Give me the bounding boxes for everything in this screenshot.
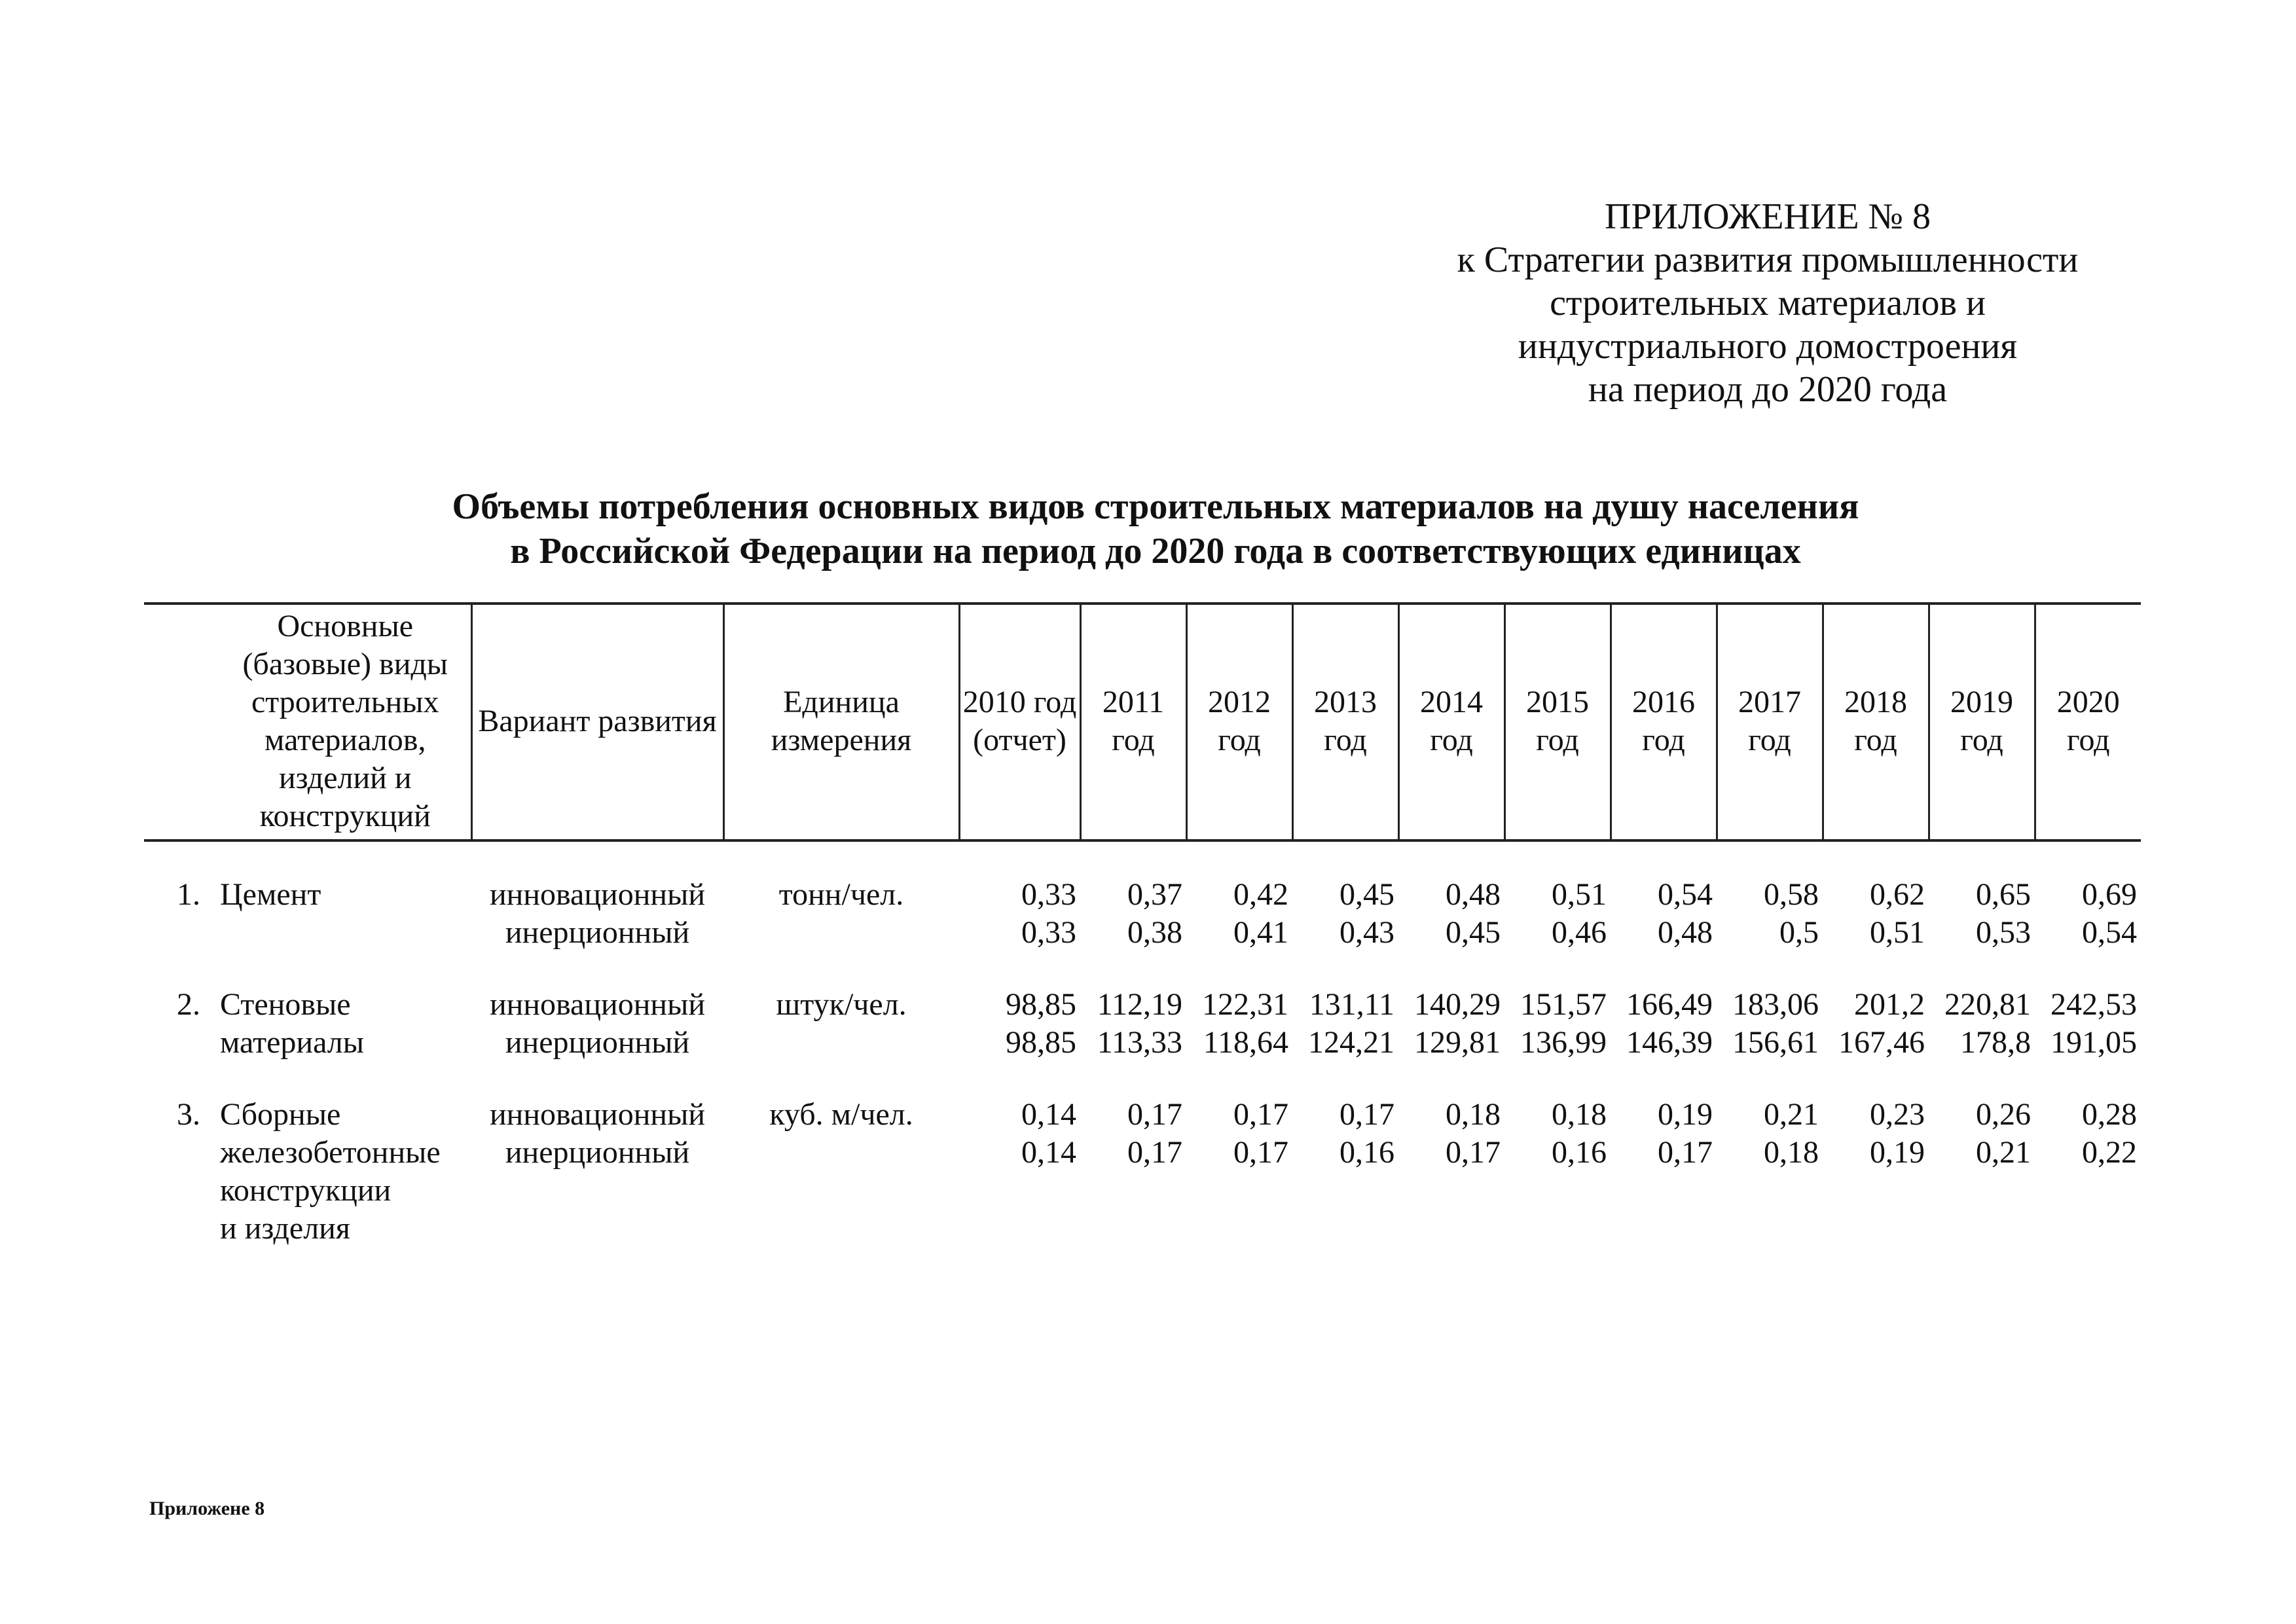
value-innovative: 0,28 <box>2082 1097 2137 1132</box>
value-inertial: 113,33 <box>1097 1025 1182 1060</box>
value-inertial: 0,22 <box>2082 1135 2137 1170</box>
variant-innovative: инновационный <box>489 1097 706 1132</box>
material-name: Сборные <box>220 1097 341 1132</box>
value-cell <box>1823 876 1929 952</box>
value-cell <box>959 986 1080 1062</box>
value-innovative: 0,17 <box>1233 1097 1288 1132</box>
value-cell <box>1717 986 1823 1062</box>
value-inertial: 0,17 <box>1658 1135 1713 1170</box>
consumption-table-wrapper <box>144 602 2141 1248</box>
value-inertial: 0,51 <box>1870 915 1925 950</box>
value-innovative: 201,2 <box>1854 987 1925 1022</box>
value-innovative: 0,17 <box>1339 1097 1394 1132</box>
value-cell <box>1929 876 2035 952</box>
value-innovative: 0,33 <box>1021 877 1076 912</box>
variant-inertial: инерционный <box>505 1025 690 1060</box>
value-inertial: 136,99 <box>1520 1025 1607 1060</box>
value-cell <box>1080 876 1186 952</box>
value-innovative: 0,54 <box>1658 877 1713 912</box>
table-body <box>144 840 2141 1248</box>
value-cell <box>1186 1096 1292 1248</box>
value-innovative: 0,26 <box>1976 1097 2031 1132</box>
value-inertial: 118,64 <box>1203 1025 1288 1060</box>
material-cell <box>144 986 471 1062</box>
header-year: 2013 год <box>1292 604 1398 840</box>
material-name: Стеновые <box>220 987 351 1022</box>
row-index: 2. <box>177 987 200 1022</box>
value-innovative: 183,06 <box>1732 987 1819 1022</box>
value-inertial: 0,19 <box>1870 1135 1925 1170</box>
value-cell <box>1504 876 1611 952</box>
table-row <box>144 876 2141 952</box>
value-cell <box>959 1096 1080 1248</box>
value-innovative: 0,23 <box>1870 1097 1925 1132</box>
header-year: 2020 год <box>2035 604 2141 840</box>
header-year: 2012 год <box>1186 604 1292 840</box>
value-inertial: 0,16 <box>1552 1135 1607 1170</box>
value-innovative: 0,17 <box>1127 1097 1182 1132</box>
table-row <box>144 1096 2141 1248</box>
value-inertial: 0,54 <box>2082 915 2137 950</box>
value-cell <box>1292 1096 1398 1248</box>
value-inertial: 0,18 <box>1764 1135 1819 1170</box>
value-innovative: 0,65 <box>1976 877 2031 912</box>
variant-cell <box>471 1096 723 1248</box>
header-2010: 2010 год (отчет) <box>959 604 1080 840</box>
value-inertial: 0,17 <box>1233 1135 1288 1170</box>
value-inertial: 0,33 <box>1021 915 1076 950</box>
value-innovative: 0,21 <box>1764 1097 1819 1132</box>
value-innovative: 0,48 <box>1446 877 1501 912</box>
value-innovative: 166,49 <box>1626 987 1713 1022</box>
value-inertial: 156,61 <box>1732 1025 1819 1060</box>
title-line-1: Объемы потребления основных видов строительных материалов на душу населения <box>452 486 1859 527</box>
value-inertial: 0,21 <box>1976 1135 2031 1170</box>
header-year: 2018 год <box>1823 604 1929 840</box>
table-header-row <box>144 604 2141 840</box>
value-inertial: 0,38 <box>1127 915 1182 950</box>
material-name: конструкции <box>220 1173 392 1208</box>
value-cell <box>1080 1096 1186 1248</box>
value-cell <box>1929 1096 2035 1248</box>
value-innovative: 0,51 <box>1552 877 1607 912</box>
value-innovative: 0,69 <box>2082 877 2137 912</box>
value-inertial: 0,48 <box>1658 915 1713 950</box>
appendix-line: строительных материалов и <box>1550 283 1986 323</box>
variant-innovative: инновационный <box>489 877 706 912</box>
value-innovative: 0,42 <box>1233 877 1288 912</box>
value-inertial: 0,43 <box>1339 915 1394 950</box>
value-innovative: 140,29 <box>1414 987 1501 1022</box>
appendix-line: индустриального домостроения <box>1518 326 2018 367</box>
value-cell <box>1611 1096 1717 1248</box>
header-year: 2011 год <box>1080 604 1186 840</box>
header-material: Основные (базовые) виды строительных материалов, изделий и конструкций <box>144 604 471 840</box>
value-cell <box>1611 876 1717 952</box>
value-innovative: 0,37 <box>1127 877 1182 912</box>
header-year: 2015 год <box>1504 604 1611 840</box>
value-cell <box>1504 986 1611 1062</box>
value-innovative: 122,31 <box>1202 987 1288 1022</box>
document-title <box>288 484 2023 573</box>
value-inertial: 178,8 <box>1960 1025 2031 1060</box>
value-inertial: 0,17 <box>1446 1135 1501 1170</box>
value-innovative: 0,45 <box>1339 877 1394 912</box>
variant-inertial: инерционный <box>505 1135 690 1170</box>
material-name: железобетонные <box>220 1135 441 1170</box>
value-cell <box>1080 986 1186 1062</box>
material-cell <box>144 1096 471 1248</box>
value-inertial: 0,17 <box>1127 1135 1182 1170</box>
value-cell <box>1398 986 1504 1062</box>
header-unit: Единица измерения <box>723 604 959 840</box>
value-cell <box>1504 1096 1611 1248</box>
material-cell <box>144 876 471 952</box>
value-cell <box>1186 876 1292 952</box>
header-year: 2019 год <box>1929 604 2035 840</box>
value-innovative: 0,19 <box>1658 1097 1713 1132</box>
appendix-line: на период до 2020 года <box>1588 369 1948 410</box>
material-name: материалы <box>220 1025 365 1060</box>
value-cell <box>1823 1096 1929 1248</box>
value-cell <box>2035 986 2141 1062</box>
value-inertial: 0,5 <box>1779 915 1819 950</box>
value-cell <box>1929 986 2035 1062</box>
material-name: Цемент <box>220 877 321 912</box>
appendix-reference <box>1388 195 2147 411</box>
row-index: 3. <box>177 1097 200 1132</box>
header-year: 2017 год <box>1717 604 1823 840</box>
value-innovative: 112,19 <box>1097 987 1182 1022</box>
value-cell <box>959 876 1080 952</box>
value-innovative: 0,18 <box>1446 1097 1501 1132</box>
variant-cell <box>471 876 723 952</box>
value-cell <box>1398 1096 1504 1248</box>
value-cell <box>1717 876 1823 952</box>
header-variant: Вариант развития <box>471 604 723 840</box>
header-year: 2016 год <box>1611 604 1717 840</box>
value-inertial: 146,39 <box>1626 1025 1713 1060</box>
value-inertial: 0,14 <box>1021 1135 1076 1170</box>
value-inertial: 0,45 <box>1446 915 1501 950</box>
value-inertial: 129,81 <box>1414 1025 1501 1060</box>
value-inertial: 124,21 <box>1308 1025 1394 1060</box>
value-innovative: 151,57 <box>1520 987 1607 1022</box>
value-cell <box>1611 986 1717 1062</box>
value-innovative: 0,14 <box>1021 1097 1076 1132</box>
appendix-line: к Стратегии развития промышленности <box>1457 240 2079 280</box>
page-footer-label: Приложене 8 <box>149 1498 265 1519</box>
value-innovative: 0,58 <box>1764 877 1819 912</box>
value-inertial: 191,05 <box>2050 1025 2137 1060</box>
variant-inertial: инерционный <box>505 915 690 950</box>
unit-cell: тонн/чел. <box>778 877 904 912</box>
consumption-table <box>144 602 2141 1248</box>
unit-cell: штук/чел. <box>776 987 907 1022</box>
value-inertial: 0,16 <box>1339 1135 1394 1170</box>
value-inertial: 0,46 <box>1552 915 1607 950</box>
value-cell <box>1398 876 1504 952</box>
value-cell <box>1823 986 1929 1062</box>
value-inertial: 98,85 <box>1006 1025 1076 1060</box>
variant-innovative: инновационный <box>489 987 706 1022</box>
value-cell <box>1292 876 1398 952</box>
value-cell <box>2035 876 2141 952</box>
material-name: и изделия <box>220 1211 350 1246</box>
table-row <box>144 986 2141 1062</box>
value-innovative: 242,53 <box>2050 987 2137 1022</box>
unit-cell: куб. м/чел. <box>769 1097 913 1132</box>
row-index: 1. <box>177 877 200 912</box>
value-innovative: 98,85 <box>1006 987 1076 1022</box>
value-innovative: 0,18 <box>1552 1097 1607 1132</box>
value-cell <box>1186 986 1292 1062</box>
value-inertial: 167,46 <box>1838 1025 1925 1060</box>
value-innovative: 220,81 <box>1944 987 2031 1022</box>
value-innovative: 0,62 <box>1870 877 1925 912</box>
value-cell <box>2035 1096 2141 1248</box>
value-inertial: 0,53 <box>1976 915 2031 950</box>
value-innovative: 131,11 <box>1309 987 1394 1022</box>
value-inertial: 0,41 <box>1233 915 1288 950</box>
appendix-number: ПРИЛОЖЕНИЕ № 8 <box>1605 196 1931 237</box>
title-line-2: в Российской Федерации на период до 2020 года в соответствующих единицах <box>510 531 1801 571</box>
variant-cell <box>471 986 723 1062</box>
value-cell <box>1292 986 1398 1062</box>
value-cell <box>1717 1096 1823 1248</box>
header-year: 2014 год <box>1398 604 1504 840</box>
